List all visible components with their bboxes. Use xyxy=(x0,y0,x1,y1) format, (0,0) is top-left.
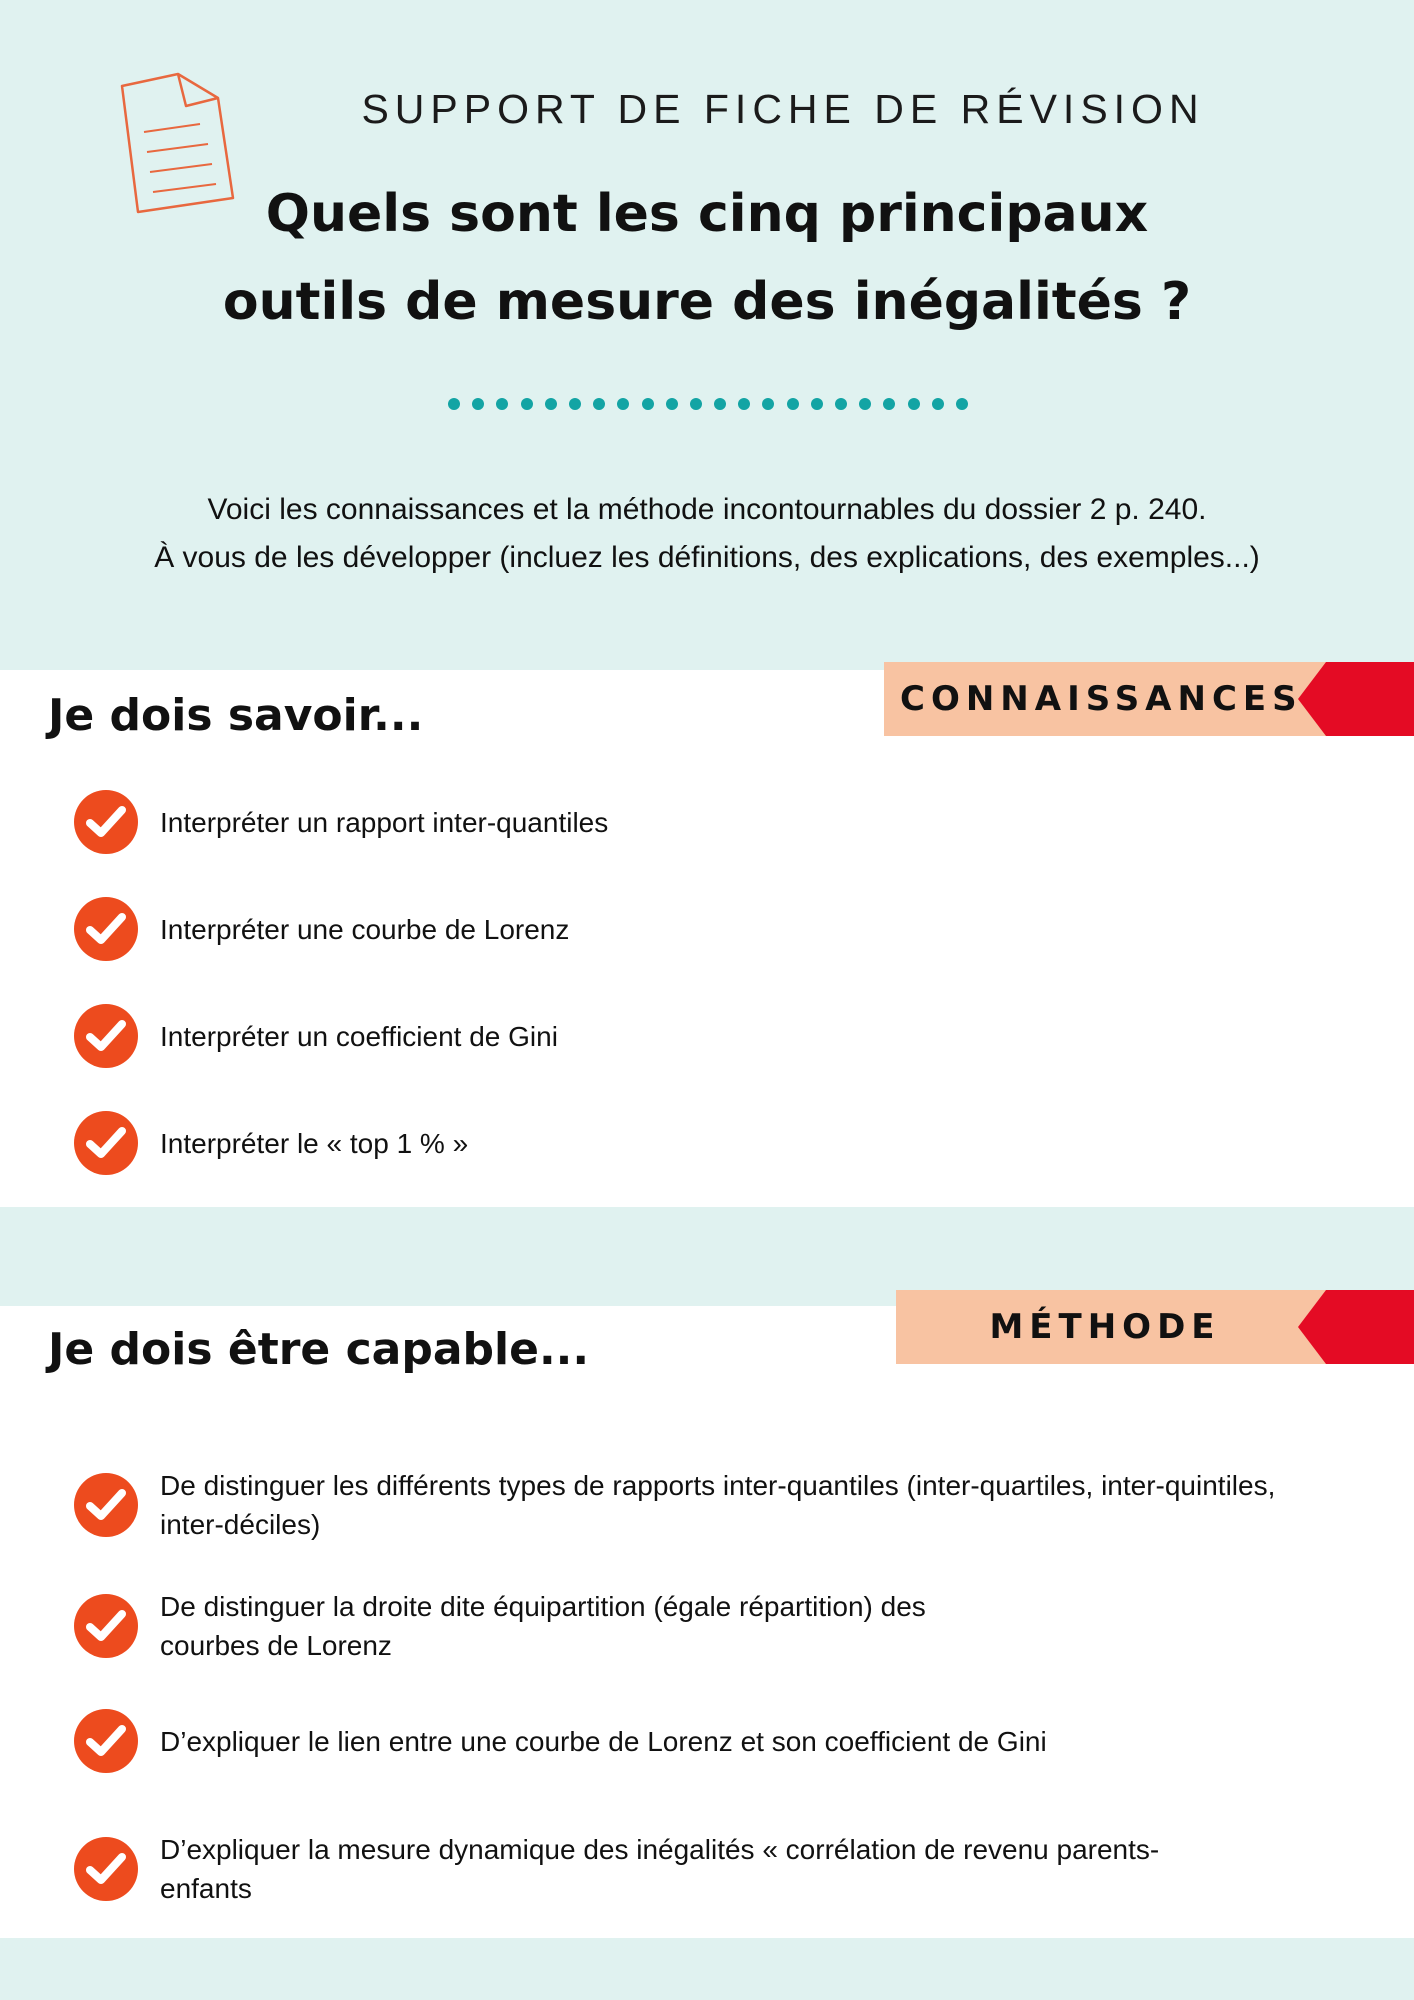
tag-ribbon-icon xyxy=(1298,1290,1414,1364)
knowledge-section xyxy=(0,670,1414,1207)
list-item-text xyxy=(160,1466,1275,1544)
list-item xyxy=(74,1466,1354,1544)
page-title-line-2: outils de mesure des inégalités ? xyxy=(222,272,1192,332)
method-section xyxy=(0,1306,1414,1938)
list-item-line-2: inter-déciles) xyxy=(160,1509,321,1540)
list-item xyxy=(74,1004,1354,1068)
check-icon xyxy=(74,1594,138,1658)
list-item-text: Interpréter le « top 1 % » xyxy=(160,1127,469,1159)
list-item-line-1: De distinguer les différents types de rapports inter-quantiles (inter-quartiles, inter-quintiles, xyxy=(160,1470,1276,1501)
page-title xyxy=(0,170,1414,346)
method-heading: Je dois être capable... xyxy=(48,1324,590,1375)
list-item-text: Interpréter une courbe de Lorenz xyxy=(160,913,570,945)
method-tag-label: MÉTHODE xyxy=(989,1307,1221,1347)
list-item xyxy=(74,1830,1354,1908)
list-item-line-2: enfants xyxy=(160,1873,252,1904)
intro-line-1: Voici les connaissances et la méthode incontournables du dossier 2 p. 240. xyxy=(207,493,1207,526)
check-icon xyxy=(74,790,138,854)
list-item-text: Interpréter un rapport inter-quantiles xyxy=(160,806,609,838)
intro-line-2: À vous de les développer (incluez les définitions, des explications, des exemples...) xyxy=(154,541,1260,574)
list-item xyxy=(74,790,1354,854)
check-icon xyxy=(74,1473,138,1537)
intro-text xyxy=(0,486,1414,582)
list-item-line-2: courbes de Lorenz xyxy=(160,1630,392,1661)
list-item-text xyxy=(160,1587,926,1665)
list-item-text xyxy=(160,1830,1159,1908)
list-item xyxy=(74,1709,1354,1773)
kicker-title: SUPPORT DE FICHE DE RÉVISION xyxy=(361,86,1205,132)
list-item-line-1: D’expliquer la mesure dynamique des inégalités « corrélation de revenu parents- xyxy=(160,1834,1160,1865)
list-item xyxy=(74,1587,1354,1665)
check-icon xyxy=(74,1709,138,1773)
list-item-text: Interpréter un coefficient de Gini xyxy=(160,1020,558,1052)
method-tag xyxy=(896,1290,1414,1364)
header xyxy=(0,0,1414,670)
check-icon xyxy=(74,1004,138,1068)
dotted-divider xyxy=(448,398,968,412)
list-item-text: D’expliquer le lien entre une courbe de Lorenz et son coefficient de Gini xyxy=(160,1725,1047,1757)
knowledge-tag xyxy=(884,662,1414,736)
knowledge-heading: Je dois savoir... xyxy=(48,690,424,741)
knowledge-tag-label: CONNAISSANCES xyxy=(900,679,1303,719)
list-item xyxy=(74,897,1354,961)
page-title-line-1: Quels sont les cinq principaux xyxy=(265,184,1149,244)
list-item xyxy=(74,1111,1354,1175)
check-icon xyxy=(74,1837,138,1901)
check-icon xyxy=(74,897,138,961)
check-icon xyxy=(74,1111,138,1175)
tag-ribbon-icon xyxy=(1298,662,1414,736)
list-item-line-1: De distinguer la droite dite équipartition (égale répartition) des xyxy=(160,1591,926,1622)
